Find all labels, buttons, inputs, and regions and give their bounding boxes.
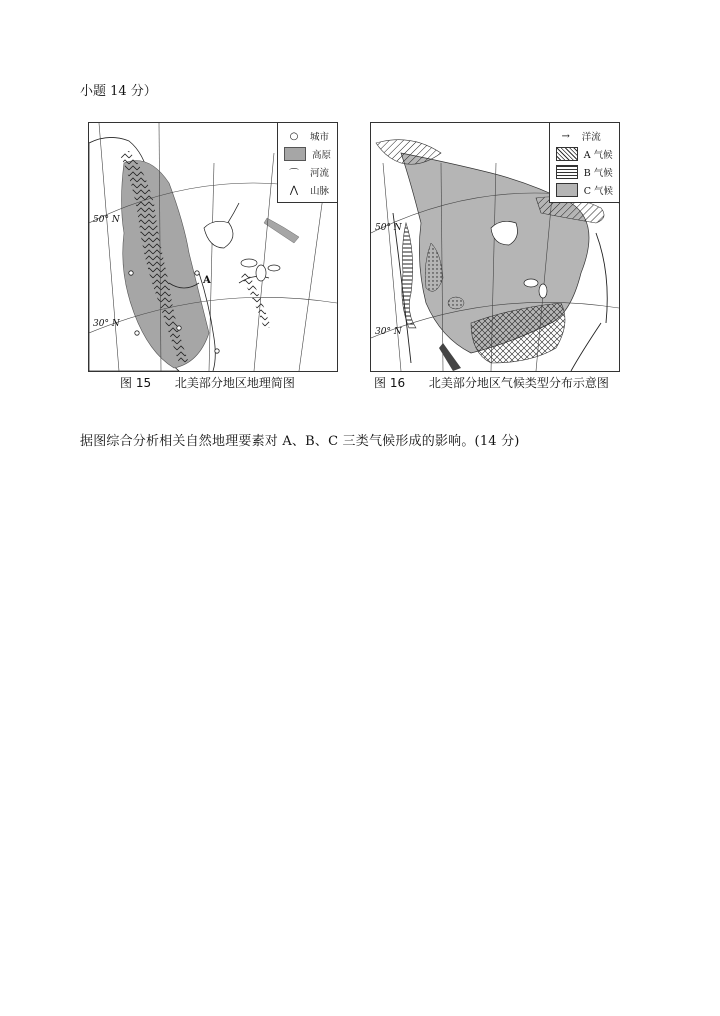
map-legend (277, 123, 337, 203)
river-icon: ⌒ (288, 168, 299, 180)
latitude-30-label: 30° N (93, 319, 120, 329)
latitude-30-label: 30° N (375, 327, 402, 337)
hatch-diagonal-swatch (556, 147, 578, 161)
caption-number: 图 15 (120, 376, 152, 390)
latitude-50-label: 50° N (375, 223, 402, 233)
dark-region (439, 343, 461, 371)
legend-label: C 气候 (583, 186, 613, 197)
plateau-swatch (284, 147, 306, 161)
legend-label: B 气候 (583, 168, 613, 179)
legend-label: 河流 (309, 168, 329, 179)
appalachian-mountains (239, 271, 271, 328)
arrow-icon: → (561, 130, 570, 142)
caption-title: 北美部分地区地理简图 (174, 376, 295, 390)
legend-label: 城市 (309, 132, 329, 143)
legend-label: 山脉 (309, 186, 329, 197)
legend-current (556, 127, 613, 145)
figure-15-map (88, 122, 338, 372)
legend-label: 高原 (311, 150, 331, 161)
hatch-horizontal-swatch (556, 165, 578, 179)
caption-number: 图 16 (374, 376, 406, 390)
legend-plateau (284, 145, 331, 163)
dotted-region-small (448, 297, 464, 309)
mountain-icon: ⋀ (289, 184, 299, 196)
legend-river (284, 163, 331, 181)
legend-b-climate (556, 163, 613, 181)
legend-label: 洋流 (581, 132, 601, 143)
map-legend (549, 123, 619, 203)
figure-15-caption (120, 374, 295, 391)
gray-swatch (556, 183, 578, 197)
legend-mountain (284, 181, 331, 199)
question-text: 据图综合分析相关自然地理要素对 A、B、C 三类气候形成的影响。(14 分) (80, 434, 520, 449)
latitude-50-label: 50° N (93, 215, 120, 225)
caption-title: 北美部分地区气候类型分布示意图 (428, 376, 609, 390)
great-lakes (204, 221, 280, 281)
figure-16-caption (374, 374, 609, 391)
legend-city (284, 127, 331, 145)
legend-label: A 气候 (583, 150, 613, 161)
header-text: 小题 14 分） (80, 84, 157, 99)
legend-c-climate (556, 181, 613, 199)
legend-a-climate (556, 145, 613, 163)
figure-16-map (370, 122, 620, 372)
labrador-plateau (264, 218, 299, 243)
city-icon: ○ (289, 130, 299, 142)
b-climate-region (402, 223, 416, 328)
place-a-label: A (203, 275, 211, 286)
